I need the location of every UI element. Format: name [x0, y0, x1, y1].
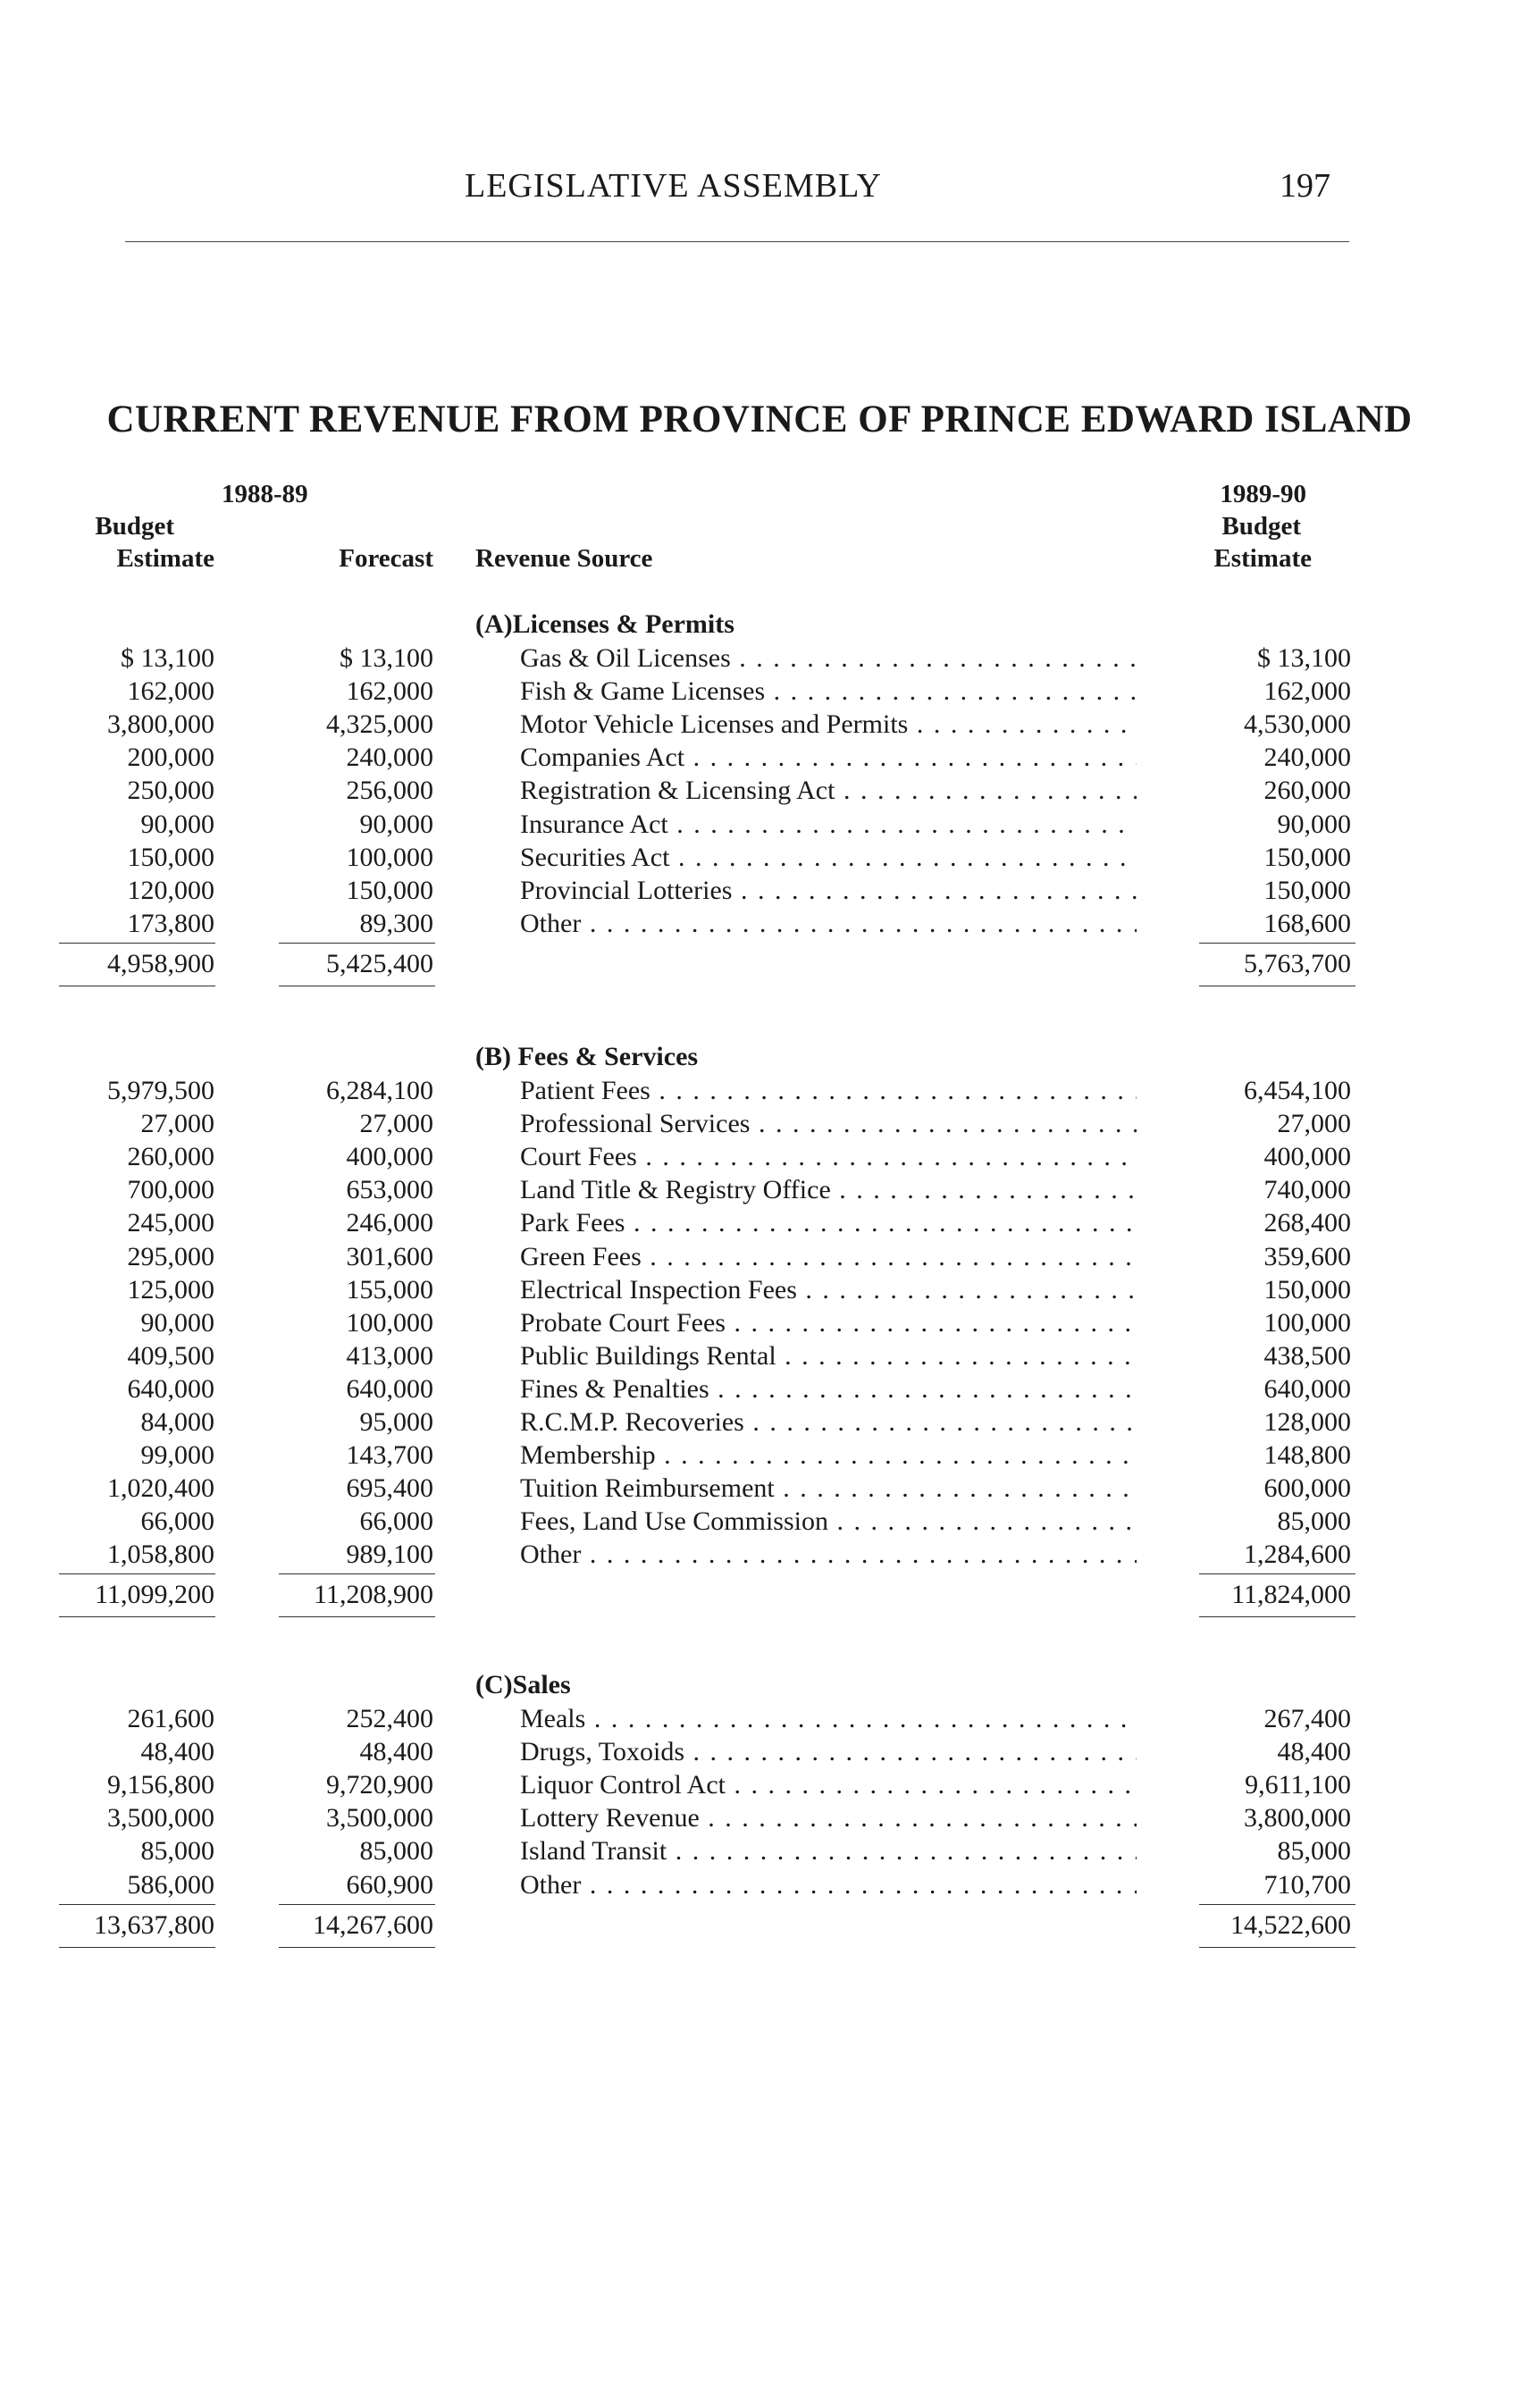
table-row: [0, 1801, 1519, 1834]
revenue-source-cell: Fines & Penalties . . .: [520, 1372, 1137, 1405]
total-forecast-1988: 14,267,600: [313, 1910, 433, 1940]
budget-estimate-1988-cell: 85,000: [140, 1836, 214, 1867]
forecast-1988-cell: 162,000: [346, 676, 433, 707]
budget-estimate-1989-cell: 359,600: [1263, 1241, 1351, 1271]
forecast-1988-cell: 400,000: [346, 1142, 433, 1172]
budget-estimate-1989-cell: 100,000: [1263, 1307, 1351, 1338]
revenue-source-cell: Park Fees . . .: [520, 1206, 1137, 1239]
subtotal-rule: [1199, 1573, 1355, 1574]
forecast-1988-cell: 989,100: [346, 1540, 433, 1570]
table-row: [0, 1439, 1519, 1472]
revenue-source-cell: Drugs, Toxoids . . .: [520, 1735, 1137, 1768]
forecast-1988-cell: 240,000: [346, 743, 433, 773]
forecast-1988-cell: 653,000: [346, 1175, 433, 1205]
revenue-source-cell: Green Fees . . .: [520, 1240, 1137, 1273]
budget-estimate-1989-cell: 600,000: [1263, 1473, 1351, 1504]
total-forecast-1988: 11,208,900: [314, 1580, 433, 1609]
budget-estimate-1988-cell: 3,800,000: [107, 709, 214, 740]
budget-estimate-1988-cell: 150,000: [127, 842, 214, 872]
table-row: [0, 774, 1519, 807]
revenue-source-cell: Insurance Act . . .: [520, 808, 1137, 841]
table-row: [0, 1240, 1519, 1273]
budget-estimate-1988-cell: 640,000: [127, 1373, 214, 1404]
forecast-1988-cell: 301,600: [346, 1241, 433, 1271]
budget-estimate-1988-cell: 120,000: [127, 875, 214, 905]
column-header-forecast: Forecast: [339, 544, 433, 573]
total-forecast-1988: 5,425,400: [326, 949, 433, 978]
header-rule: [125, 241, 1349, 242]
budget-estimate-1989-cell: 400,000: [1263, 1142, 1351, 1172]
total-rule: [1199, 1947, 1355, 1948]
budget-estimate-1988-cell: 162,000: [127, 676, 214, 707]
budget-estimate-1989-cell: 9,611,100: [1245, 1770, 1351, 1800]
budget-estimate-1989-cell: 710,700: [1263, 1869, 1351, 1900]
budget-estimate-1989-cell: 162,000: [1263, 676, 1351, 707]
revenue-source-cell: Registration & Licensing Act . . .: [520, 774, 1137, 807]
forecast-1988-cell: 413,000: [346, 1340, 433, 1371]
budget-estimate-1989-cell: 260,000: [1263, 776, 1351, 806]
table-row: [0, 1505, 1519, 1538]
budget-estimate-1988-cell: 261,600: [127, 1704, 214, 1733]
forecast-1988-cell: 695,400: [346, 1473, 433, 1504]
forecast-1988-cell: 90,000: [359, 809, 433, 839]
revenue-source-cell: Lottery Revenue . . .: [520, 1801, 1137, 1834]
budget-estimate-1988-cell: 1,020,400: [107, 1473, 214, 1504]
forecast-1988-cell: 6,284,100: [326, 1076, 433, 1105]
total-budget-1988: 4,958,900: [107, 949, 214, 978]
table-row: [0, 1405, 1519, 1439]
revenue-source-cell: Island Transit . . .: [520, 1834, 1137, 1867]
table-row: [0, 1306, 1519, 1339]
total-budget-1989: 11,824,000: [1231, 1580, 1351, 1609]
budget-estimate-1988-cell: 200,000: [127, 743, 214, 773]
budget-estimate-1988-cell: 586,000: [127, 1869, 214, 1900]
budget-estimate-1988-cell: 90,000: [140, 1307, 214, 1338]
budget-estimate-1989-cell: 6,454,100: [1244, 1076, 1351, 1105]
table-row: [0, 808, 1519, 841]
revenue-source-cell: Land Title & Registry Office . . .: [520, 1173, 1137, 1206]
total-row: [0, 1908, 1519, 1943]
budget-estimate-1989-cell: 4,530,000: [1244, 709, 1351, 740]
budget-estimate-1989-cell: 150,000: [1263, 842, 1351, 872]
table-row: [0, 741, 1519, 774]
revenue-source-cell: Patient Fees . . .: [520, 1074, 1137, 1107]
forecast-1988-cell: 3,500,000: [326, 1803, 433, 1833]
budget-estimate-1988-cell: 48,400: [140, 1737, 214, 1767]
budget-estimate-1988-cell: 1,058,800: [107, 1540, 214, 1570]
table-row: [0, 642, 1519, 675]
forecast-1988-cell: 9,720,900: [326, 1770, 433, 1800]
budget-estimate-1988-cell: 700,000: [127, 1175, 214, 1205]
budget-estimate-1988-cell: 84,000: [140, 1407, 214, 1437]
budget-estimate-1989-cell: $ 13,100: [1257, 643, 1351, 673]
column-header-budget-1989: Budget: [1221, 512, 1301, 541]
revenue-source-cell: Fees, Land Use Commission . . .: [520, 1505, 1137, 1538]
revenue-source-cell: Companies Act . . .: [520, 741, 1137, 774]
budget-estimate-1988-cell: 5,979,500: [107, 1076, 214, 1105]
revenue-source-cell: Electrical Inspection Fees . . .: [520, 1273, 1137, 1306]
budget-estimate-1988-cell: 90,000: [140, 809, 214, 839]
total-budget-1989: 5,763,700: [1244, 949, 1351, 978]
revenue-source-cell: Provincial Lotteries . . .: [520, 874, 1137, 907]
table-row: [0, 841, 1519, 874]
budget-estimate-1989-cell: 150,000: [1263, 875, 1351, 905]
table-row: [0, 1472, 1519, 1505]
table-row: [0, 1173, 1519, 1206]
budget-estimate-1989-cell: 150,000: [1263, 1274, 1351, 1305]
forecast-1988-cell: 100,000: [346, 1307, 433, 1338]
forecast-1988-cell: 660,900: [346, 1869, 433, 1900]
budget-estimate-1989-cell: 640,000: [1263, 1373, 1351, 1404]
total-budget-1988: 13,637,800: [94, 1910, 214, 1940]
budget-estimate-1988-cell: 27,000: [140, 1109, 214, 1139]
table-row: [0, 1702, 1519, 1735]
budget-estimate-1988-cell: 3,500,000: [107, 1803, 214, 1833]
table-row: [0, 1339, 1519, 1372]
total-rule: [59, 1947, 215, 1948]
revenue-source-cell: Membership . . .: [520, 1439, 1137, 1472]
page-title: CURRENT REVENUE FROM PROVINCE OF PRINCE EDWARD ISLAND: [106, 399, 1413, 440]
budget-estimate-1989-cell: 48,400: [1277, 1737, 1351, 1767]
table-row: [0, 1206, 1519, 1239]
table-row: [0, 1868, 1519, 1901]
total-budget-1988: 11,099,200: [95, 1580, 214, 1609]
budget-estimate-1988-cell: 125,000: [127, 1274, 214, 1305]
subtotal-rule: [279, 1573, 435, 1574]
forecast-1988-cell: 89,300: [359, 908, 433, 938]
budget-estimate-1989-cell: 1,284,600: [1244, 1540, 1351, 1570]
revenue-source-cell: Public Buildings Rental . . .: [520, 1339, 1137, 1372]
revenue-source-cell: Meals . . .: [520, 1702, 1137, 1735]
budget-estimate-1988-cell: 260,000: [127, 1142, 214, 1172]
subtotal-rule: [1199, 943, 1355, 944]
table-row: [0, 1074, 1519, 1107]
budget-estimate-1989-cell: 740,000: [1263, 1175, 1351, 1205]
budget-estimate-1988-cell: 173,800: [127, 908, 214, 938]
forecast-1988-cell: 155,000: [346, 1274, 433, 1305]
total-row: [0, 946, 1519, 982]
budget-estimate-1988-cell: 9,156,800: [107, 1770, 214, 1800]
budget-estimate-1988-cell: 409,500: [127, 1340, 214, 1371]
budget-estimate-1989-cell: 90,000: [1277, 809, 1351, 839]
table-row: [0, 675, 1519, 708]
budget-estimate-1989-cell: 438,500: [1263, 1340, 1351, 1371]
subtotal-rule: [59, 1904, 215, 1905]
budget-estimate-1989-cell: 128,000: [1263, 1407, 1351, 1437]
table-row: [0, 1107, 1519, 1140]
column-header-revenue-source: Revenue Source: [475, 544, 653, 573]
revenue-source-cell: Probate Court Fees . . .: [520, 1306, 1137, 1339]
forecast-1988-cell: 48,400: [359, 1737, 433, 1767]
forecast-1988-cell: 95,000: [359, 1407, 433, 1437]
forecast-1988-cell: 100,000: [346, 842, 433, 872]
budget-estimate-1989-cell: 267,400: [1263, 1704, 1351, 1733]
section-heading: (A)Licenses & Permits: [475, 609, 734, 639]
budget-estimate-1989-cell: 168,600: [1263, 908, 1351, 938]
revenue-source-cell: Other . . .: [520, 1538, 1137, 1571]
forecast-1988-cell: $ 13,100: [340, 643, 433, 673]
revenue-source-cell: Gas & Oil Licenses . . .: [520, 642, 1137, 675]
page-header: [0, 166, 1519, 220]
total-rule: [279, 1947, 435, 1948]
revenue-source-cell: R.C.M.P. Recoveries . . .: [520, 1405, 1137, 1439]
forecast-1988-cell: 640,000: [346, 1373, 433, 1404]
budget-estimate-1988-cell: 99,000: [140, 1440, 214, 1471]
budget-estimate-1989-cell: 27,000: [1277, 1109, 1351, 1139]
table-row: [0, 1834, 1519, 1867]
forecast-1988-cell: 66,000: [359, 1506, 433, 1537]
budget-estimate-1989-cell: 240,000: [1263, 743, 1351, 773]
forecast-1988-cell: 4,325,000: [326, 709, 433, 740]
revenue-source-cell: Liquor Control Act . . .: [520, 1768, 1137, 1801]
budget-estimate-1989-cell: 85,000: [1277, 1836, 1351, 1867]
revenue-source-cell: Professional Services . . .: [520, 1107, 1137, 1140]
table-row: [0, 708, 1519, 741]
revenue-source-cell: Securities Act . . .: [520, 841, 1137, 874]
forecast-1988-cell: 256,000: [346, 776, 433, 806]
total-row: [0, 1577, 1519, 1613]
revenue-source-cell: Other . . .: [520, 907, 1137, 940]
table-row: [0, 1372, 1519, 1405]
budget-estimate-1988-cell: 245,000: [127, 1208, 214, 1238]
budget-estimate-1988-cell: 250,000: [127, 776, 214, 806]
column-header-budget-1988: Budget: [95, 512, 174, 541]
table-row: [0, 1735, 1519, 1768]
forecast-1988-cell: 85,000: [359, 1836, 433, 1867]
total-rule: [1199, 1616, 1355, 1617]
subtotal-rule: [279, 1904, 435, 1905]
subtotal-rule: [1199, 1904, 1355, 1905]
revenue-source-cell: Motor Vehicle Licenses and Permits . . .: [520, 708, 1137, 741]
column-header-estimate-1989: Estimate: [1213, 544, 1312, 573]
table-row: [0, 907, 1519, 940]
table-row: [0, 1140, 1519, 1173]
page-number: 197: [1280, 167, 1330, 205]
forecast-1988-cell: 143,700: [346, 1440, 433, 1471]
budget-estimate-1989-cell: 3,800,000: [1244, 1803, 1351, 1833]
forecast-1988-cell: 246,000: [346, 1208, 433, 1238]
table-row: [0, 874, 1519, 907]
revenue-source-cell: Court Fees . . .: [520, 1140, 1137, 1173]
revenue-source-cell: Tuition Reimbursement . . .: [520, 1472, 1137, 1505]
budget-estimate-1989-cell: 85,000: [1277, 1506, 1351, 1537]
section-heading: (B) Fees & Services: [475, 1042, 699, 1071]
total-rule: [59, 1616, 215, 1617]
revenue-source-cell: Fish & Game Licenses . . .: [520, 675, 1137, 708]
revenue-source-cell: Other . . .: [520, 1868, 1137, 1901]
total-rule: [279, 1616, 435, 1617]
budget-estimate-1989-cell: 268,400: [1263, 1208, 1351, 1238]
column-header-year-1988: 1988-89: [222, 480, 308, 508]
forecast-1988-cell: 150,000: [346, 875, 433, 905]
table-row: [0, 1273, 1519, 1306]
subtotal-rule: [59, 1573, 215, 1574]
subtotal-rule: [279, 943, 435, 944]
budget-estimate-1989-cell: 148,800: [1263, 1440, 1351, 1471]
column-header-year-1989: 1989-90: [1220, 480, 1306, 508]
column-header-estimate-1988: Estimate: [116, 544, 214, 573]
table-row: [0, 1538, 1519, 1571]
section-heading: (C)Sales: [475, 1670, 571, 1699]
total-budget-1989: 14,522,600: [1230, 1910, 1351, 1940]
budget-estimate-1988-cell: 295,000: [127, 1241, 214, 1271]
subtotal-rule: [59, 943, 215, 944]
forecast-1988-cell: 27,000: [359, 1109, 433, 1139]
budget-estimate-1988-cell: $ 13,100: [121, 643, 214, 673]
budget-estimate-1988-cell: 66,000: [140, 1506, 214, 1537]
running-head: LEGISLATIVE ASSEMBLY: [465, 167, 882, 205]
table-row: [0, 1768, 1519, 1801]
forecast-1988-cell: 252,400: [346, 1704, 433, 1733]
